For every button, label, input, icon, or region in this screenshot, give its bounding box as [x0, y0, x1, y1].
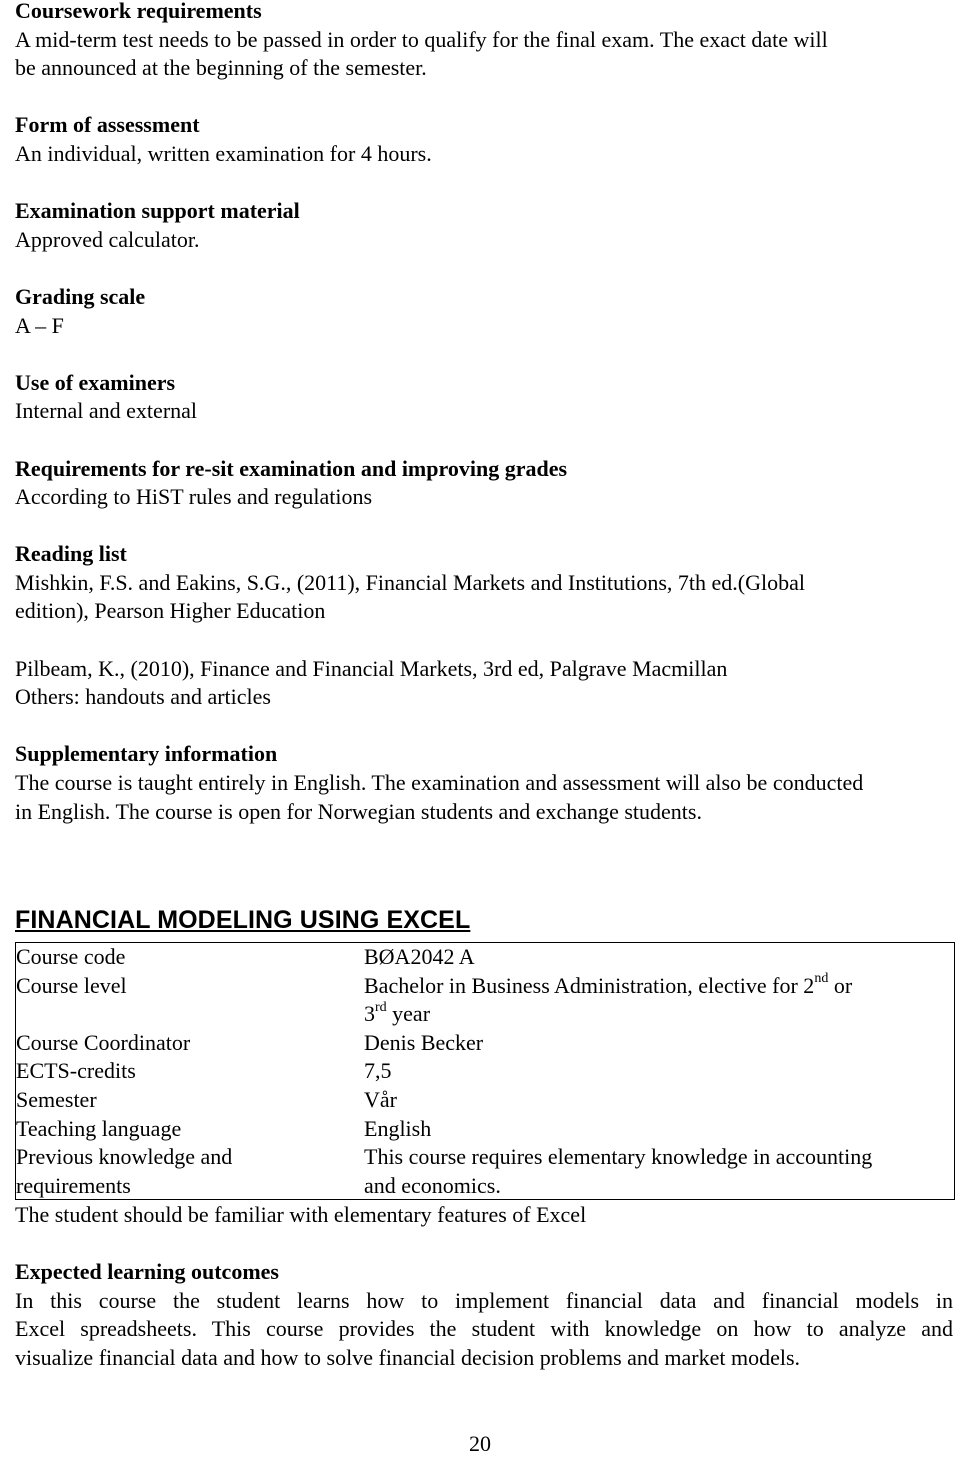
section-text: The course is taught entirely in English. The examination and assessment will also be conducted — [15, 770, 864, 796]
section-text: According to HiST rules and regulations — [15, 484, 373, 510]
section-form-of-assessment — [15, 111, 955, 168]
section-text: Excel spreadsheets. This course provides the student with knowledge on how to analyze and — [15, 1316, 953, 1342]
course-info-table — [15, 942, 955, 1200]
section-supplementary-information — [15, 740, 955, 826]
reading-list-item: Others: handouts and articles — [15, 684, 271, 710]
section-heading: Form of assessment — [15, 112, 200, 138]
row-value: Vår — [364, 1087, 397, 1112]
section-heading: Expected learning outcomes — [15, 1259, 279, 1284]
section-text: Internal and external — [15, 398, 198, 424]
section-text: Approved calculator. — [15, 226, 200, 252]
section-heading: Grading scale — [15, 283, 146, 309]
page-number: 20 — [469, 1431, 491, 1456]
section-text: In this course the student learns how to implement financial data and financial models in — [15, 1287, 953, 1313]
section-heading: Examination support material — [15, 198, 300, 224]
row-value: English — [364, 1115, 432, 1141]
section-text: An individual, written examination for 4 hours. — [15, 140, 432, 166]
section-text: A – F — [15, 312, 64, 338]
section-examination-support-material — [15, 197, 955, 254]
row-label: Course code — [16, 944, 126, 969]
row-label: Course Coordinator — [16, 1029, 191, 1055]
row-label: Teaching language — [16, 1115, 182, 1141]
section-coursework-requirements — [15, 0, 955, 83]
section-grading-scale — [15, 283, 955, 340]
prerequisite-note: The student should be familiar with elementary features of Excel — [15, 1202, 587, 1227]
course-info-sections — [15, 0, 955, 826]
section-use-of-examiners — [15, 369, 955, 426]
section-heading: Reading list — [15, 541, 127, 567]
reading-list-item: edition), Pearson Higher Education — [15, 598, 326, 624]
section-reading-list — [15, 540, 955, 712]
section-resit-requirements — [15, 455, 955, 512]
row-label: ECTS-credits — [16, 1058, 136, 1084]
section-text: A mid-term test needs to be passed in order to qualify for the final exam. The exact date will — [15, 26, 828, 52]
section-heading: Supplementary information — [15, 741, 278, 767]
reading-list-item: Pilbeam, K., (2010), Finance and Financial Markets, 3rd ed, Palgrave Macmillan — [15, 655, 728, 681]
section-text: be announced at the beginning of the semester. — [15, 55, 427, 81]
row-value: BØA2042 A — [364, 944, 475, 969]
course-title: FINANCIAL MODELING USING EXCEL — [15, 906, 471, 934]
row-value: 7,5 — [364, 1058, 392, 1084]
row-label: Course level — [16, 972, 127, 998]
section-heading: Coursework requirements — [15, 0, 262, 23]
row-value: Bachelor in Business Administration, elective for 2nd or 3rd year — [364, 971, 853, 1027]
row-label: Semester — [16, 1087, 97, 1112]
reading-list-item: Mishkin, F.S. and Eakins, S.G., (2011), Financial Markets and Institutions, 7th ed.(Global — [15, 569, 805, 595]
section-heading: Requirements for re-sit examination and improving grades — [15, 455, 568, 481]
section-expected-learning-outcomes — [15, 1258, 953, 1372]
row-value: Denis Becker — [364, 1029, 484, 1055]
section-heading: Use of examiners — [15, 369, 176, 395]
row-value: This course requires elementary knowledge in accounting and economics. — [364, 1144, 873, 1198]
row-label: Previous knowledge and requirements — [16, 1144, 233, 1198]
section-text: in English. The course is open for Norwegian students and exchange students. — [15, 798, 702, 824]
section-text: visualize financial data and how to solve financial decision problems and market models. — [15, 1344, 801, 1370]
